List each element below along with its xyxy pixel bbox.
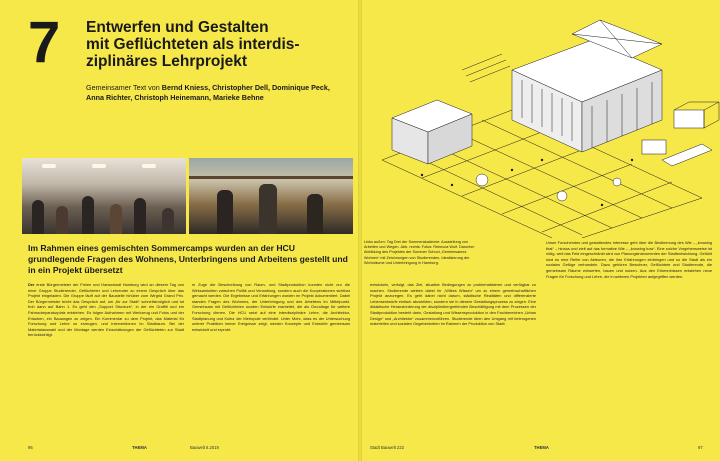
- lamp-light: [92, 164, 106, 168]
- body-text: m Zuge der Beschreibung von Raum- und Stadtproduktion konnten nicht nur die Wirksamkeiten zwischen Politik und Verwaltung, sondern auch die Kooperationen sichtbar gemacht werden. Die Ergebnisse und Erfahrungen wurden im Projekt dokumentiert. Dabei standen Fragen des Wohnens, der Unterbringung und des Arbeitens im Mittelpunkt. Gemeinsam mit Geflüchteten wurden Entwürfe erarbeitet, die als Grundlage für weitere Forschung dienen. Die HCU setzt auf eine interdisziplinäre Lehre, die Architektur, Stadtplanung und Kultur der Metropole verbindet. Unter Mohr, dass es der Untersuchung unterer Praktiken immer Ereignisse zeigt, werden Konzepte und Entwürfe gemeinsam entwickelt und erprobt.: [192, 282, 350, 332]
- body-column-2: [192, 282, 350, 332]
- axonometric-drawing: [362, 10, 720, 238]
- section-label: [534, 445, 549, 450]
- person-figure: [82, 196, 94, 234]
- byline-authors: Bernd Kniess, Christopher Dell, Dominique Peck, Anna Richter, Christoph Heinemann, Marieke Behne: [86, 83, 330, 102]
- title-line: ziplinäres Lehrprojekt: [86, 53, 248, 70]
- left-page: [0, 0, 358, 461]
- person-figure: [307, 194, 323, 234]
- body-text: Unser Forschendes und gestaltendes Interesse geht über die Bestimmung des Wie – „knowing that“ – hinaus und zielt auf das formative Wie – „knowing how“. Eine solche Vorgehensweise ist nötig, weil das Feld eingeschränkt wird von Planungsinstrumenten der Stadtentwicklung. Gefühlt sind es eine Reihe von Akteuren, die ihre Erfahrungen einbringen und so die Stadt als ein soziales Gefüge verhandeln. Dazu gehören Bewohner, Geflüchtete und Studierende, die gemeinsam Räume entwerfen, bauen und nutzen. Aus den Erkenntnissen entstehen neue Fragen für Forschung und Lehre, die in weiteren Projekten aufgegriffen werden.: [546, 240, 712, 279]
- person-figure: [259, 184, 277, 234]
- timber-beam: [189, 176, 353, 179]
- title-line: mit Geflüchteten als interdis-: [86, 36, 300, 53]
- byline-prefix: Gemeinsamer Text von: [86, 83, 162, 92]
- body-text: erste Bürgermeister der Freien und Hansestadt Hamburg wird an diesem Tag von einer Gruppe Studierender, Geflüchteter und Lehrender zu einem Gespräch über das Projekt eingeladen. Die Gruppe läuft auf der Baustelle hinüber zum Wirgrid Grand Prix. Der Bürgermeister bricht das Gespräch auf, um „für zur Stadt“ schnellstmöglich und tut froh dann auf Bahn 1. Es geht den „Support Structure“, in der ein Graffiti und ein Fahrradreparaturplatz entstehen. Es folgen Aufnahmen mit Werkzeug und Fotos und der Erlauben, ein Bauwagen zu zeigen. Ein Kommentar zu dem Projekt, das Material für Forschung und Lehre zu erzeugen, und Interventionen im Stadtraum. Bei der Materialauswahl und der Montage werden Einschätzungen der Geflüchteten zur Stadt berücksichtigt.: [28, 282, 184, 338]
- article-title: [86, 19, 346, 70]
- body-column-1: [28, 282, 184, 338]
- page-number: 97: [698, 445, 703, 450]
- lamp-light: [142, 164, 156, 168]
- dropcap-word: Der: [28, 282, 35, 287]
- section-name: THEMA: [132, 445, 147, 450]
- person-figure: [110, 204, 122, 234]
- issue-label: Bauwelt 6.2019: [190, 445, 219, 450]
- photo-construction-site: [189, 158, 353, 234]
- body-column-4: [546, 240, 712, 440]
- body-text: entwickeln, verfolgt, das Ziel, situative Bedingungen zu problematisieren und verfügbar zu machen. Studierende wirkten dabei ihr „Wilkes Wissen“ um zu einem gemeinschaftlichen Projekt anzuregen. Es geht dabei nicht darum, städtische Realitäten und differenzierte Lebensentwürfe einfach abzubilden, sondern sie in diesem Gestaltungsprozess zu zeigen. Eine didaktische Herausforderung der disziplinübergreifenden Beschäftigung mit dem Prozessen der Stadtproduktion besteht darin, Gestaltung und Wissensproduktion in den Fachbereichen „Urban Design“ und „Architektur“ zusammenzuführen. Studierende üben den Umgang mit heterogenen materiellen und sozialen Gegebenheiten im Rahmen der Produktion von Stadt.: [370, 282, 536, 327]
- person-figure: [217, 190, 233, 234]
- title-line: Entwerfen und Gestalten: [86, 19, 269, 36]
- person-figure: [56, 206, 68, 234]
- page-number: 96: [28, 445, 33, 450]
- person-figure: [32, 200, 44, 234]
- figure-caption: Links außen: Tag Drei der Sommerakademie: Ausstellung von Arbeiten und Wegen. Abb. rechts: Fotos: Rebecca Wulf. Darunter: Abbildung des Projektes der Summer School „Gemeinsames Wohnen“ mit Zeichnungen von Studierenden, Idealisierung der Wohnräume und Unterbringung in Hamburg.: [364, 240, 475, 265]
- person-figure: [162, 208, 174, 234]
- lead-paragraph: Im Rahmen eines gemischten Sommercamps wurden an der HCU grundlegende Fragen des Wohnens, Unterbringens und Arbeitens gestellt und in ein Projekt übersetzt: [28, 243, 348, 275]
- byline: [86, 83, 346, 103]
- issue-label: Stadt Bauwelt 222: [370, 445, 404, 450]
- chapter-number: 7: [28, 10, 59, 75]
- person-figure: [134, 198, 146, 234]
- lamp-light: [42, 164, 56, 168]
- section-label: [132, 445, 147, 450]
- body-column-3: [370, 282, 536, 327]
- photo-workshop: [22, 158, 186, 234]
- section-name: THEMA: [534, 445, 549, 450]
- right-page: [362, 0, 720, 461]
